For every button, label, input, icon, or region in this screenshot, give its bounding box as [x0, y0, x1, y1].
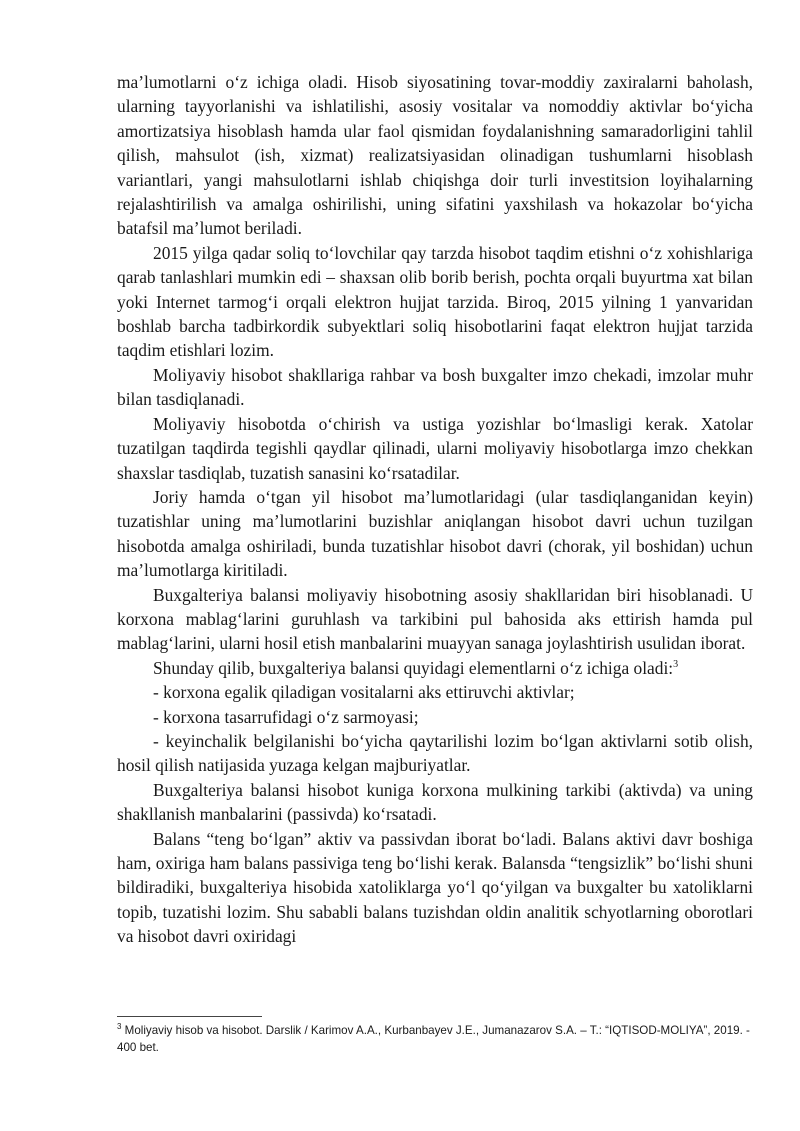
paragraph: Buxgalteriya balansi hisobot kuniga korxona mulkining tarkibi (aktivda) va uning shakllanish manbalarini (passivda) ko‘rsatadi.: [117, 779, 753, 825]
list-item: - korxona egalik qiladigan vositalarni aks ettiruvchi aktivlar;: [153, 682, 575, 703]
paragraph-with-footnote: [117, 656, 753, 680]
footnote-reference: 3: [673, 658, 679, 670]
paragraph-text: Shunday qilib, buxgalteriya balansi quyidagi elementlarni o‘z ichiga oladi:: [153, 657, 674, 678]
footnote-text: Moliyaviy hisob va hisobot. Darslik / Karimov A.A., Kurbanbayev J.E., Jumanazarov S.A. – T.: “IQTISOD-MOLIYA”, 2019. - 400 bet.: [117, 1024, 750, 1054]
footnote-mark: 3: [117, 1022, 122, 1032]
list-item: - korxona tasarrufidagi o‘z sarmoyasi;: [153, 706, 419, 727]
list-item: - keyinchalik belgilanishi bo‘yicha qaytarilishi lozim bo‘lgan aktivlarni sotib olish, hosil qilish natijasida yuzaga kelgan majburiyatlar.: [117, 730, 753, 776]
footnote: [117, 1022, 753, 1056]
footnote-divider: [117, 1016, 262, 1017]
paragraph: Moliyaviy hisobot shakllariga rahbar va bosh buxgalter imzo chekadi, imzolar muhr bilan tasdiqlanadi.: [117, 364, 753, 410]
paragraph: Buxgalteriya balansi moliyaviy hisobotning asosiy shakllaridan biri hisoblanadi. U korxona mablag‘larini guruhlash va tarkibini pul bahosida aks ettirish hamda pul mablag‘larini, ularni hosil etish manbalarini muayyan sanaga joylashtirish usulidan iborat.: [117, 584, 753, 654]
paragraph: Balans “teng bo‘lgan” aktiv va passivdan iborat bo‘ladi. Balans aktivi davr boshiga ham, oxiriga ham balans passiviga teng bo‘lishi kerak. Balansda “tengsizlik” bo‘lishi shuni bildiradiki, buxgalteriya hisobida xatoliklarga yo‘l qo‘yilgan va buxgalter bu xatoliklarni topib, tuzatishi lozim. Shu sababli balans tuzishdan oldin analitik schyotlarning oborotlari va hisobot davri oxiridagi: [117, 828, 753, 947]
paragraph: Joriy hamda o‘tgan yil hisobot ma’lumotlaridagi (ular tasdiqlanganidan keyin) tuzatishlar uning ma’lumotlarini buzishlar aniqlangan hisobot davri uchun tuzilgan hisobotda amalga oshiriladi, bunda tuzatishlar hisobot davri (chorak, yil boshidan) uchun ma’lumotlarga kiritiladi.: [117, 486, 753, 581]
paragraph: ma’lumotlarni o‘z ichiga oladi. Hisob siyosatining tovar-moddiy zaxiralarni baholash, ularning tayyorlanishi va ishlatilishi, asosiy vositalar va nomoddiy aktivlar bo‘yicha amortizatsiya hisoblash hamda ular faol qismidan foydalanishning samaradorligini tahlil qilish, mahsulot (ish, xizmat) realizatsiyasidan olinadigan tushumlarni hisoblash variantlari, yangi mahsulotlarni ishlab chiqishga doir turli investitsion loyihalarning rejalashtirilish va amalga oshirilishi, uning sifatini yaxshilash va hokazolar bo‘yicha batafsil ma’lumot beriladi.: [117, 72, 753, 239]
paragraph: Moliyaviy hisobotda o‘chirish va ustiga yozishlar bo‘lmasligi kerak. Xatolar tuzatilgan taqdirda tegishli qaydlar qilinadi, ularni moliyaviy hisobotlarga imzo chekkan shaxslar tasdiqlab, tuzatish sanasini ko‘rsatadilar.: [117, 413, 753, 483]
paragraph: 2015 yilga qadar soliq to‘lovchilar qay tarzda hisobot taqdim etishni o‘z xohishlariga qarab tanlashlari mumkin edi – shaxsan olib borib berish, pochta orqali buyurtma xat bilan yoki Internet tarmog‘i orqali elektron hujjat tarzida. Biroq, 2015 yilning 1 yanvaridan boshlab barcha tadbirkordik subyektlari soliq hisobotlarini faqat elektron hujjat tarzida taqdim etishlari lozim.: [117, 242, 753, 361]
document-body: [117, 70, 753, 949]
